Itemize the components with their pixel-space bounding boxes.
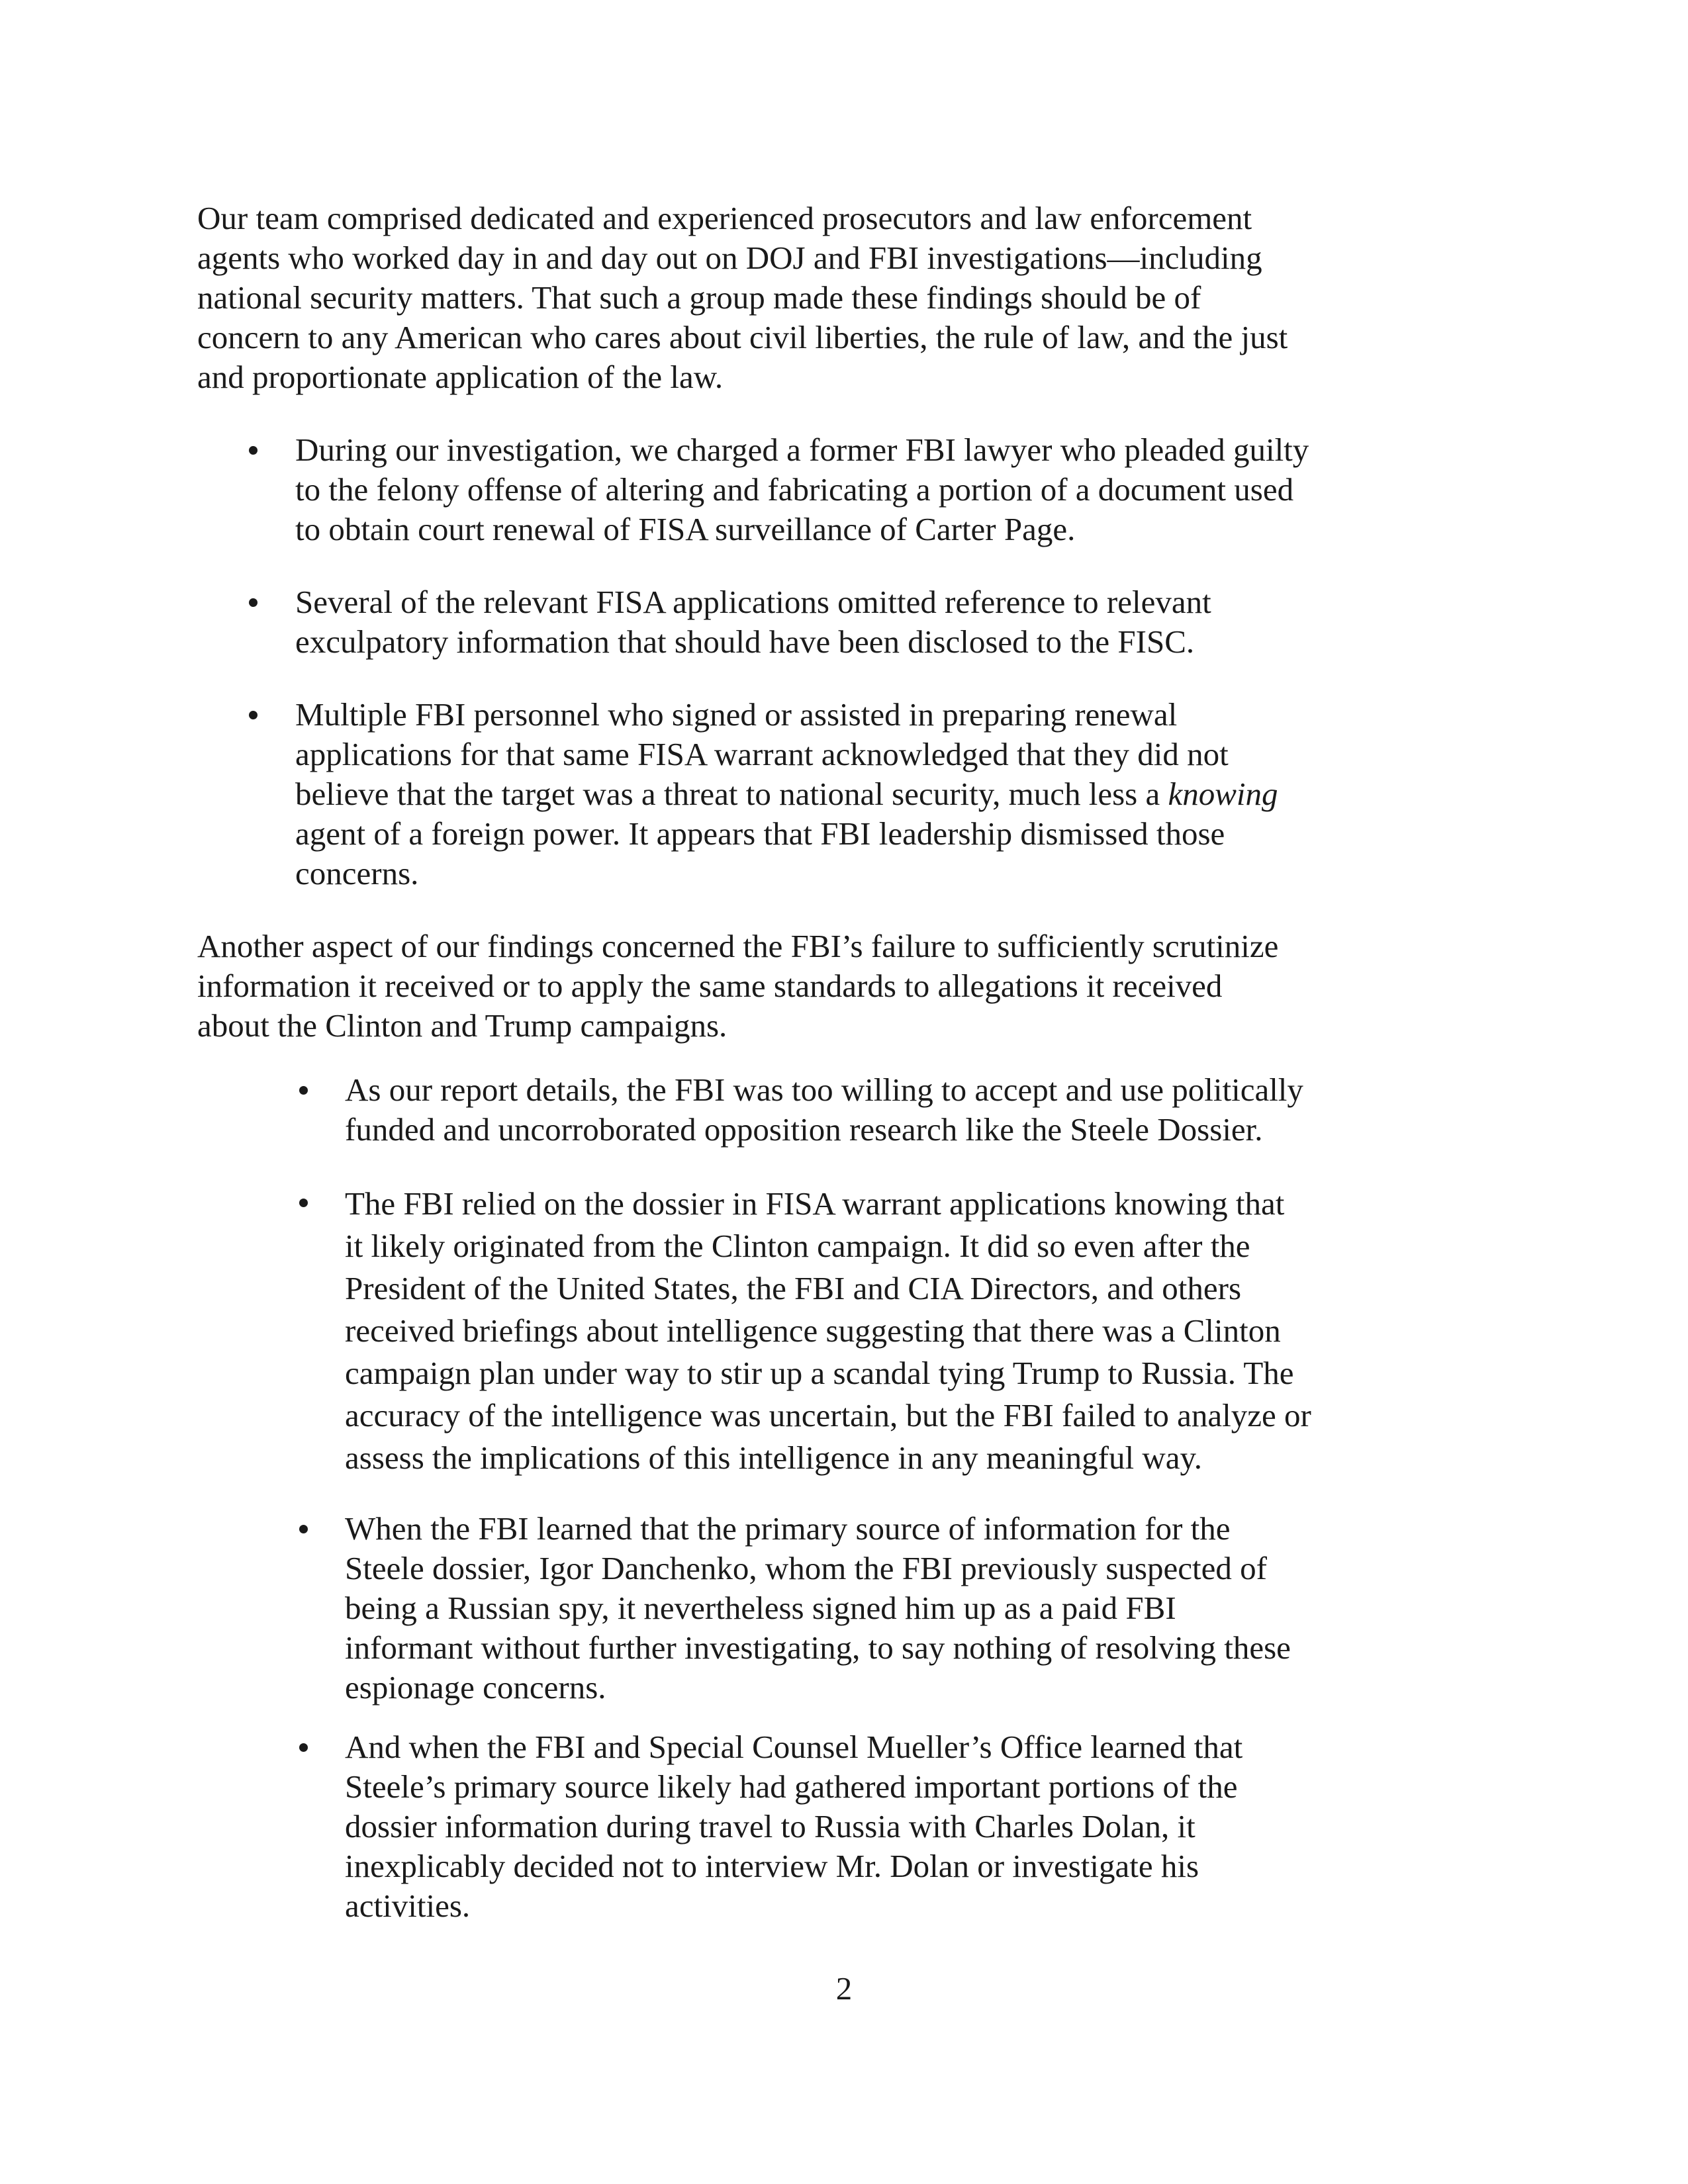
bullet-line: concerns. [295,855,419,891]
bullet-line: to the felony offense of altering and fabricating a portion of a document used [295,471,1294,508]
bullet-line: inexplicably decided not to interview Mr. Dolan or investigate his [345,1848,1199,1884]
paragraph-line: national security matters. That such a group made these findings should be of [197,279,1201,316]
bullet-line: espionage concerns. [345,1669,606,1706]
paragraph-line: information it received or to apply the same standards to allegations it received [197,968,1223,1004]
bullet-line: Multiple FBI personnel who signed or assisted in preparing renewal [295,696,1178,733]
bullet-line: received briefings about intelligence suggesting that there was a Clinton [345,1312,1281,1349]
bullet-line: applications for that same FISA warrant acknowledged that they did not [295,736,1229,772]
bullet-line: exculpatory information that should have been disclosed to the FISC. [295,623,1195,660]
bullet-line-text: believe that the target was a threat to national security, much less a [295,776,1168,812]
paragraph-line: Another aspect of our findings concerned the FBI’s failure to sufficiently scrutinize [197,928,1279,964]
paragraph-line: about the Clinton and Trump campaigns. [197,1007,727,1044]
bullet-line: campaign plan under way to stir up a scandal tying Trump to Russia. The [345,1355,1294,1391]
bullet-icon [299,1525,308,1533]
bullet-icon [249,446,258,455]
bullet-line: Steele’s primary source likely had gathered important portions of the [345,1768,1238,1805]
bullet-icon [249,711,258,719]
bullet-icon [299,1086,308,1095]
second-paragraph [197,927,1278,1046]
bullet-icon [299,1743,308,1752]
bullet-line: funded and uncorroborated opposition research like the Steele Dossier. [345,1111,1263,1148]
bullet-line: assess the implications of this intelligence in any meaningful way. [345,1439,1203,1476]
bullet-line: being a Russian spy, it nevertheless signed him up as a paid FBI [345,1590,1176,1626]
page-number: 2 [835,1970,853,2007]
bullet-line: activities. [345,1888,471,1924]
bullet-line: to obtain court renewal of FISA surveillance of Carter Page. [295,511,1076,547]
bullet-icon [299,1199,308,1207]
bullet-line: dossier information during travel to Russia with Charles Dolan, it [345,1808,1196,1844]
bullet-line: it likely originated from the Clinton campaign. It did so even after the [345,1228,1250,1264]
intro-paragraph [197,199,1288,397]
paragraph-line: agents who worked day in and day out on DOJ and FBI investigations—including [197,240,1262,276]
bullet-line: When the FBI learned that the primary source of information for the [345,1510,1231,1547]
bullet-item [345,1183,1311,1479]
bullet-line: As our report details, the FBI was too willing to accept and use politically [345,1071,1303,1108]
bullet-line [295,774,1278,814]
bullet-line: Several of the relevant FISA applications omitted reference to relevant [295,584,1211,620]
bullet-line: Steele dossier, Igor Danchenko, whom the FBI previously suspected of [345,1550,1267,1586]
bullet-item [295,582,1211,662]
paragraph-line: Our team comprised dedicated and experienced prosecutors and law enforcement [197,200,1252,236]
bullet-icon [249,598,258,607]
bullet-item [345,1070,1303,1150]
bullet-line: During our investigation, we charged a former FBI lawyer who pleaded guilty [295,432,1309,468]
bullet-line: The FBI relied on the dossier in FISA warrant applications knowing that [345,1185,1285,1222]
bullet-line: President of the United States, the FBI and CIA Directors, and others [345,1270,1242,1306]
bullet-line: informant without further investigating, to say nothing of resolving these [345,1629,1291,1666]
bullet-line: accuracy of the intelligence was uncertain, but the FBI failed to analyze or [345,1397,1311,1433]
bullet-line: agent of a foreign power. It appears that FBI leadership dismissed those [295,815,1225,852]
bullet-line: And when the FBI and Special Counsel Mueller’s Office learned that [345,1729,1243,1765]
bullet-item [295,430,1309,549]
bullet-item [295,695,1278,893]
bullet-item [345,1509,1291,1707]
paragraph-line: concern to any American who cares about civil liberties, the rule of law, and the just [197,319,1288,355]
emphasized-word: knowing [1168,776,1278,812]
paragraph-line: and proportionate application of the law. [197,359,724,395]
bullet-item [345,1727,1243,1926]
